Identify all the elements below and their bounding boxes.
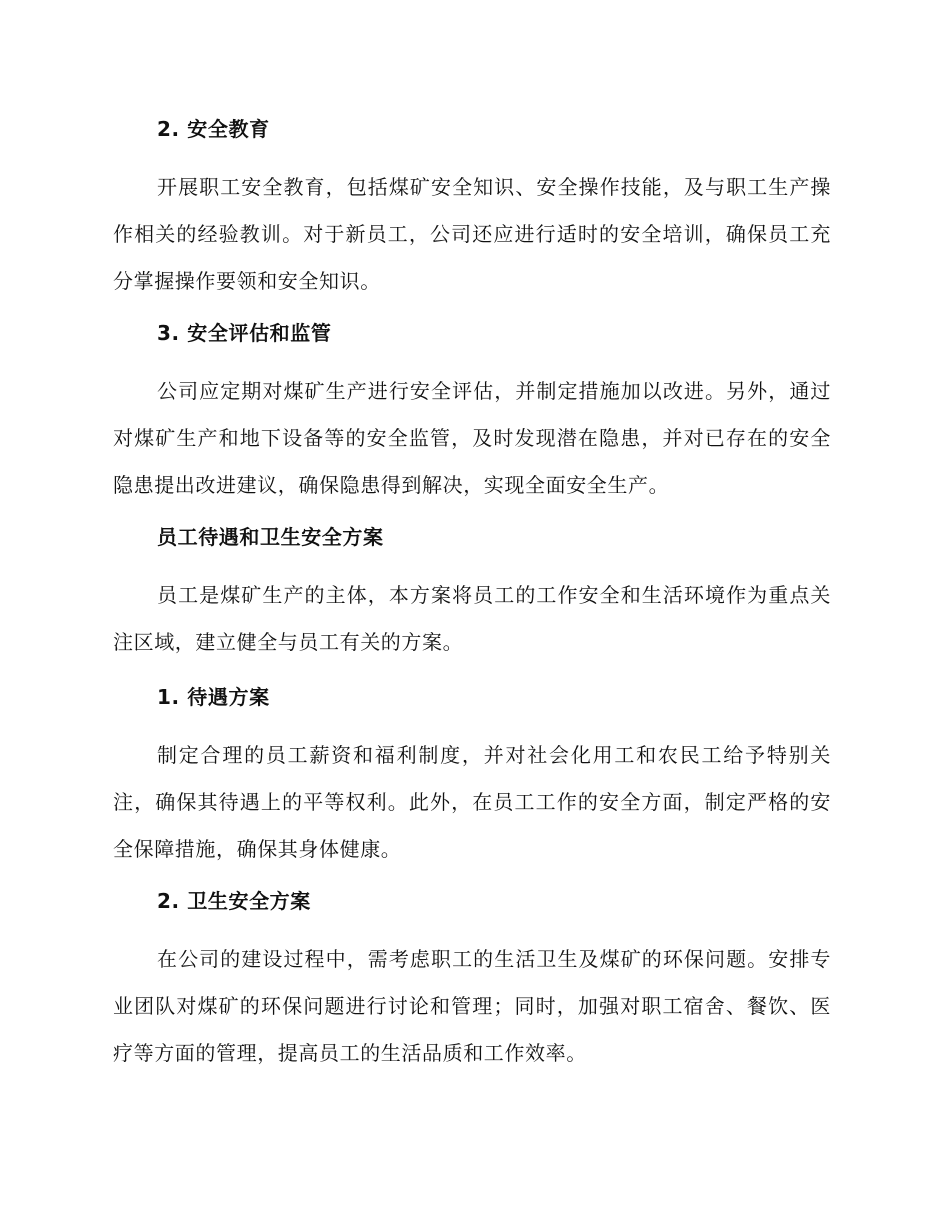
paragraph-compensation: 制定合理的员工薪资和福利制度，并对社会化用工和农民工给予特别关注，确保其待遇上的平等权利。此外，在员工工作的安全方面，制定严格的安全保障措施，确保其身体健康。 bbox=[113, 743, 831, 861]
section-heading-hygiene-safety: 2. 卫生安全方案 bbox=[157, 889, 311, 913]
section-heading-employee-welfare: 员工待遇和卫生安全方案 bbox=[157, 525, 384, 549]
paragraph-employee-welfare: 员工是煤矿生产的主体，本方案将员工的工作安全和生活环境作为重点关注区域，建立健全与员工有关的方案。 bbox=[113, 583, 831, 654]
section-heading-safety-assessment: 3. 安全评估和监管 bbox=[157, 321, 332, 345]
section-heading-safety-education: 2. 安全教育 bbox=[157, 117, 270, 141]
paragraph-safety-education: 开展职工安全教育，包括煤矿安全知识、安全操作技能，及与职工生产操作相关的经验教训。对于新员工，公司还应进行适时的安全培训，确保员工充分掌握操作要领和安全知识。 bbox=[113, 175, 831, 293]
paragraph-safety-assessment: 公司应定期对煤矿生产进行安全评估，并制定措施加以改进。另外，通过对煤矿生产和地下设备等的安全监管，及时发现潜在隐患，并对已存在的安全隐患提出改进建议，确保隐患得到解决，实现全面安全生产。 bbox=[113, 379, 831, 497]
section-heading-compensation: 1. 待遇方案 bbox=[157, 685, 270, 709]
paragraph-hygiene-safety: 在公司的建设过程中，需考虑职工的生活卫生及煤矿的环保问题。安排专业团队对煤矿的环保问题进行讨论和管理；同时，加强对职工宿舍、餐饮、医疗等方面的管理，提高员工的生活品质和工作效率。 bbox=[113, 947, 831, 1065]
